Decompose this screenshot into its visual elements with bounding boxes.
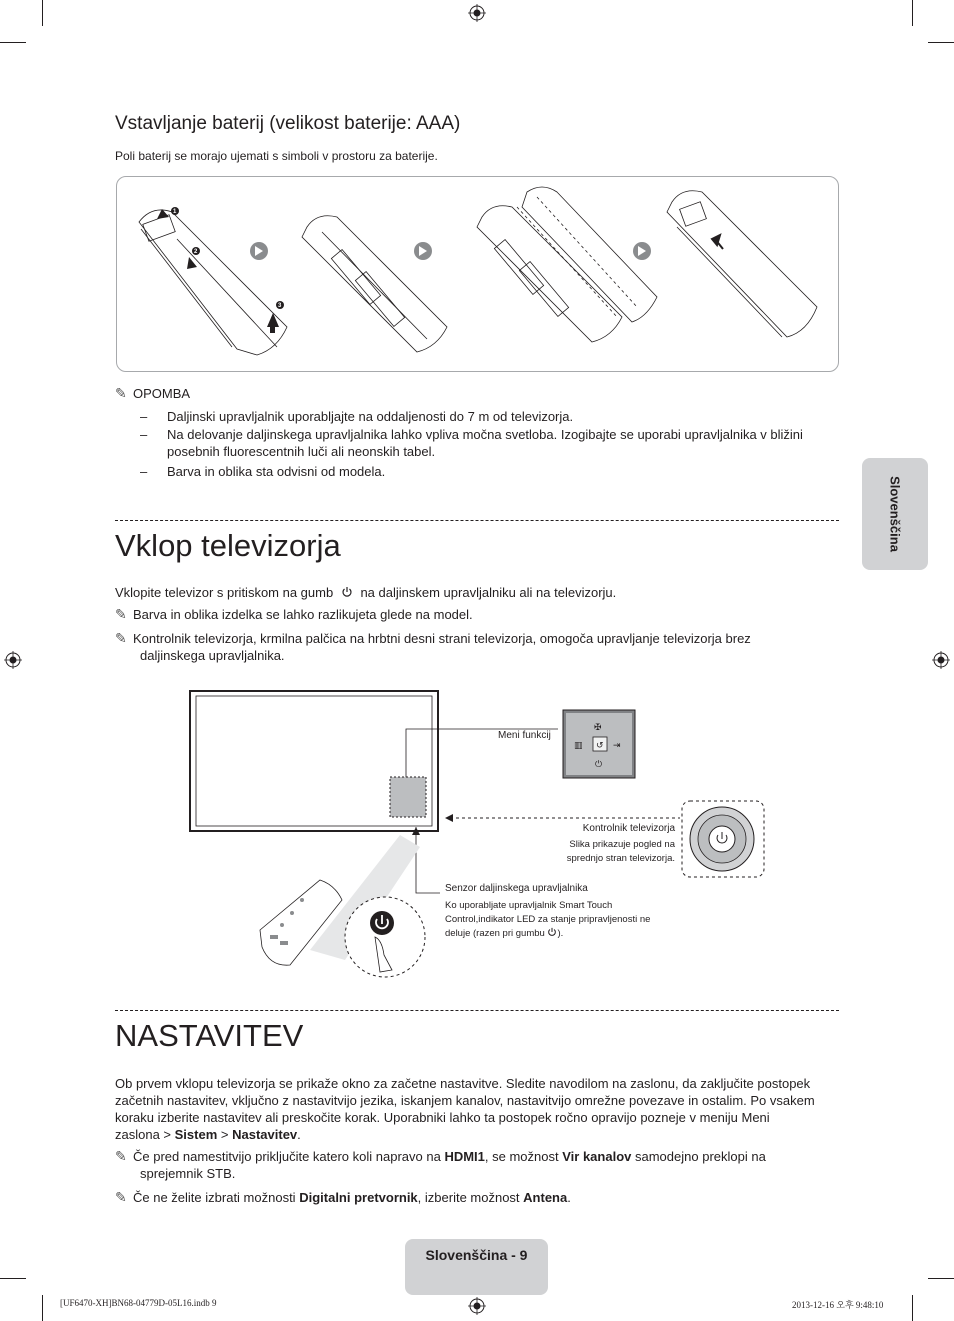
power-note-2-text: Kontrolnik televizorja, krmilna palčica na hrbtni desni strani televizorja, omogoča upravljanje televizorja brez [133,631,751,646]
crop-mark [928,1278,954,1279]
crop-mark [42,0,43,26]
power-intro-a: Vklopite televizor s pritiskom na gumb [115,585,334,600]
controller-desc-line: Slika prikazuje pogled na [569,839,675,850]
sensor-desc-line: Control,indikator LED za stanje pripravljenosti ne [445,914,651,925]
arrow-right-icon [414,242,432,260]
section-divider [115,1010,839,1011]
tv-diagram [170,685,770,980]
setup-note-text: Če pred namestitvijo priključite katero koli napravo na [133,1149,441,1164]
note-pencil-icon: ✎ [115,606,127,622]
power-intro-b: na daljinskem upravljalniku ali na televizorju. [360,585,617,600]
controller-desc-line: sprednjo stran televizorja. [566,853,675,864]
setup-note-text: samodejno preklopi na [635,1149,766,1164]
page-number-tab [405,1239,548,1295]
power-note-1 [115,606,473,623]
arrow-right-icon [250,242,268,260]
power-intro [115,584,616,601]
setup-heading: NASTAVITEV [115,1018,304,1053]
svg-text:⏻: ⏻ [595,759,603,769]
setup-note-1 [115,1148,845,1165]
menu-label: Meni funkcij [498,730,551,741]
setup-paragraph-line [115,1126,845,1143]
registration-mark-icon [4,651,22,669]
crop-mark [42,1295,43,1321]
power-heading: Vklop televizorja [115,528,341,563]
language-tab-label: Slovenščina [887,476,903,552]
power-note-2 [115,630,751,647]
setup-note-text: . [567,1190,571,1205]
note-title [115,385,190,402]
step-number: 2 [194,249,198,255]
setup-note-text: , izberite možnost [417,1190,520,1205]
section-divider [115,520,839,521]
power-icon [341,586,353,598]
step-number: 3 [278,303,282,309]
note-item: Na delovanje daljinskega upravljalnika lahko vpliva močna svetloba. Izogibajte se uporabi upravljalnika v bližini [167,427,803,442]
svg-text:⇥: ⇥ [613,740,621,750]
crop-mark [0,42,26,43]
arrow-up-icon [712,235,723,249]
crop-mark [928,42,954,43]
svg-text:↺: ↺ [596,740,604,750]
note-item: Barva in oblika sta odvisni od modela. [167,464,386,479]
note-pencil-icon: ✎ [115,385,127,401]
registration-mark-icon [468,1297,486,1315]
print-slug-left: [UF6470-XH]BN68-04779D-05L16.indb 9 [60,1298,217,1308]
note-title-text: OPOMBA [133,386,191,401]
sensor-label: Senzor daljinskega upravljalnika [445,883,588,894]
sensor-desc-line [445,927,695,941]
hdmi1-term: HDMI1 [444,1149,485,1164]
language-tab [862,458,928,570]
controller-label: Kontrolnik televizorja [582,823,675,834]
registration-mark-icon [468,4,486,22]
power-icon [547,927,557,937]
controller-desc [530,838,675,866]
crop-mark [912,1295,913,1321]
vir-kanalov-term: Vir kanalov [562,1149,632,1164]
note-pencil-icon: ✎ [115,1189,127,1205]
sensor-desc-line-b: ). [557,928,564,939]
menu-path-sistem: Sistem [174,1127,218,1142]
registration-mark-icon [932,651,950,669]
power-note-1-text: Barva in oblika izdelka se lahko razlikujeta glede na model. [133,607,473,622]
sensor-desc-line-a: deluje (razen pri gumbu [445,928,545,939]
note-item: Daljinski upravljalnik uporabljajte na oddaljenosti do 7 m od televizorja. [167,409,574,424]
setup-text: zaslona > [115,1127,172,1142]
power-note-2-continued: daljinskega upravljalnika. [140,648,285,663]
setup-text: . [297,1127,301,1142]
menu-path-nastavitev: Nastavitev [232,1127,298,1142]
setup-note-text: , se možnost [484,1149,559,1164]
battery-intro: Poli baterij se morajo ujemati s simboli v prostoru za baterije. [115,149,438,163]
battery-illustration [116,176,839,372]
battery-heading: Vstavljanje baterij (velikost baterije: AAA) [115,113,461,134]
setup-paragraph [115,1075,845,1143]
setup-text: > [220,1127,229,1142]
svg-text:▥: ▥ [574,740,583,750]
antena-term: Antena [523,1190,568,1205]
note-item-continued: posebnih fluorescentnih luči ali neonskih tabel. [167,444,436,459]
setup-note-2 [115,1189,845,1206]
sensor-desc-line: Ko uporabljate upravljalnik Smart Touch [445,900,613,911]
sensor-desc [445,899,695,941]
crop-mark [0,1278,26,1279]
digitalni-pretvornik-term: Digitalni pretvornik [299,1190,418,1205]
arrow-right-icon [633,242,651,260]
note-pencil-icon: ✎ [115,1148,127,1164]
print-slug-right: 2013-12-16 오후 9:48:10 [792,1300,884,1310]
svg-text:✠: ✠ [594,722,602,732]
crop-mark [912,0,913,26]
page-number: Slovenščina - 9 [425,1247,528,1263]
step-number: 1 [173,209,177,215]
setup-paragraph-line: koraku izberite nastavitev ali preskočite korak. Uporabniki lahko ta postopek ročno opravijo pozneje v meniju Meni [115,1110,770,1125]
setup-note-1-continued: sprejemnik STB. [140,1166,236,1181]
setup-paragraph-line: Ob prvem vklopu televizorja se prikaže okno za začetne nastavitve. Sledite navodilom na zaslonu, da zaključite postopek [115,1076,811,1091]
note-pencil-icon: ✎ [115,630,127,646]
setup-paragraph-line: začetnih nastavitev, vključno z nastavitvijo jezika, iskanjem kanalov, nastavitvijo omrežne povezave in ostalim. Po vsakem [115,1093,815,1108]
setup-note-text: Če ne želite izbrati možnosti [133,1190,296,1205]
